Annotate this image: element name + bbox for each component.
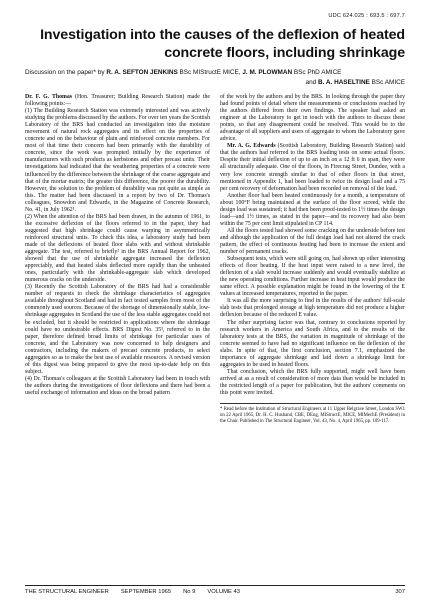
author-3: B. A. HASELTINE [317,79,370,86]
author-1-quals: BSc MIStructE MICE, [177,69,243,76]
paragraph-subsequent-tests: Subsequent tests, which were still going on, had shown up other interesting effects of floor heating. If the heat input were raised to a new level, the deflexion of a slab would increase suddenly and would eventually stabilize at the new operating conditions. Further increase in heat input would produce the same effect. A possible explanation might be found in the lowering of the E values at increased temperatures, reported in the paper. [220,256,405,298]
paragraph-thomas-intro [25,94,210,108]
speaker-name: Dr. F. G. Thomas [25,94,73,100]
issue-number: No 9 [183,589,196,595]
byline [25,68,405,88]
journal-name: THE STRUCTURAL ENGINEER [25,589,109,595]
paragraph-other-factor: The other surprising factor was that, contrary to conclusions reported by research workers in America and South Africa, and to the results of the laboratory tests at the BRS, the variation in magnitude of shrinkage of the concrete seemed to have had no significant influence on the deflexion of the slabs. In spite of that, the first conclusion, section 7.1, emphasized the importance of aggregate shrinkage and laid down a shrinkage limit for aggregates to be used in heated floors. [220,319,405,368]
byline-and: and [305,79,318,86]
byline-prefix: Discussion on the paper* by [25,69,107,76]
left-column [25,94,210,425]
paragraph-conclusion: That conclusion, which the BRS fully supported, might well have been arrived at as a result of consideration of more data than would be included in the restricted length of a paper for publication, but the authors' comments on this point were invited. [220,368,405,396]
paragraph-point-1: (1) The Building Research Station was extremely interested and was actively studying the problems discussed by the authors. For over ten years the Scottish Laboratory of the BRS had conducted an investigation into the moisture movement of natural rock aggregates and its effect on the properties of concrete and on the behaviour of plain and reinforced concrete members. For most of that time their concern had been primarily with the durability of concrete, since the work was prompted initially by the experience of manufacturers with such products as kerbstones and other precast units. Their investigations had indicated that the weathering properties of a concrete were influenced by the difference between the shrinkage of the coarse aggregate and that of the mortar matrix; the greater this difference, the poorer the durability. However, the solution to the problem of durability was not quite as simple as this. The matter had been discussed in a report by two of Dr. Thomas's colleagues, Snowdon and Edwards, in the Magazine of Concrete Research, No. 41, in July 1962¹. [25,108,210,213]
volume: VOLUME 43 [207,589,240,595]
paragraph-cracking: All the floors tested had showed some cracking on the underside before test and although the application of the full design load had not altered the crack pattern, the effect of continuous heating had been to increase the extent and number of permanent cracks. [220,227,405,256]
author-2-quals: BSc PhD AMICE [292,69,342,76]
byline-line-2 [25,78,405,88]
paragraph-text: (Hon. Treasurer; Building Research Station) made the following points:— [25,94,210,108]
title-line-2: concrete floors, including shrinkage [164,45,405,61]
article-title [25,26,405,62]
right-column [220,94,405,425]
page-footer [25,585,405,595]
author-1: R. A. SEFTON JENKINS [106,69,178,76]
paragraph-heated-floor: Another floor had been heated continuously for a month, a temperature of about 100°F being maintained at the surface of the floor screed, while the design load was sustained; it had then been proof-tested to 1½ times the design load—and 1½ times, as stated in the paper—and its recovery had also been within the 75 per cent limit stipulated in CP 114. [220,192,405,227]
footnote: * Read before the Institution of Structural Engineers at 11 Upper Belgrave Street, London SW1 on 22 April 1965, Dr. H. C. Husband, CBE, DEng, MIStructE, MICE, MIMechE (President) in the Chair. Published in The Structural Engineer, Vol. 43, No. 4, April 1965, pp. 109-117. [220,403,405,425]
issue-date: SEPTEMBER 1965 [120,589,172,595]
udc-code: UDC 624.025 : 693.5 : 697.7 [328,13,405,19]
paragraph-surprising: It was all the more surprising to find in the results of the authors' full-scale slab tests that prolonged storage at high temperature did not produce a higher deflexion because of the reduced E value. [220,298,405,319]
paragraph-point-4: (4) Dr. Thomas's colleagues at the Scottish Laboratory had been in touch with the authors during the investigations of floor deflexions and there had been a useful exchange of information and ideas on the broad pattern [25,375,210,396]
paragraph-point-3: (3) Recently the Scottish Laboratory of the BRS had had a considerable number of requests to check the shrinkage characteristics of aggregates available throughout Scotland and had in fact tested samples from most of the commonly used sources. Because of the shortage of dimensionally stable, low-shrinkage aggregates in Scotland the use of the less stable aggregates could not be excluded, but it should be restricted to applications where the shrinkage could have no undesirable effects. BRS Digest No. 35³, referred to in the paper, therefore defined broad limits of shrinkage for particular uses of concrete, and the Laboratory was now concerned to help designers and contractors, including the makers of precast concrete products, to select aggregates so as to make the best use of available resources. A revised version of this digest was being prepared to give the most up-to-date help on this subject. [25,284,210,375]
author-2: J. M. PLOWMAN [242,69,293,76]
page-number: 307 [395,589,405,595]
paragraph-continued: of the work by the authors and by the BRS. In looking through the paper they had found points of detail where the measurements or conclusions reached by the authors differed from their own findings. The speaker had asked an engineer at the Laboratory to get in touch with the authors to discuss these points, so that any disagreement could be resolved. This would be to the advantage of all suppliers and users of aggregate to whom the Laboratory gave advice. [220,94,405,143]
paragraph-text: (Scottish Laboratory, Building Research Station) said that the authors had referred to the BRS loading tests on some actual floors. Despite their initial deflexion of up to an inch on a 12 ft 6 in span, they were all structurally adequate. One of the floors, in Firecrag Street, Dundee, with a very low concrete strength similar to that of other floors in that street, mentioned in Appendix 1, had been loaded to twice its design load and a 75 per cent recovery of deformation had been recorded on removal of the load. [220,143,405,192]
footer-left [25,589,240,595]
speaker-name: Mr. A. G. Edwards [227,143,276,150]
byline-line-1 [25,68,405,78]
paragraph-edwards-intro [220,143,405,192]
author-3-quals: BSc AMICE [369,79,405,86]
body-columns [25,94,405,425]
title-line-1: Investigation into the causes of the deflexion of heated [40,27,405,43]
paragraph-point-2: (2) When the attention of the BRS had been drawn, in the autumn of 1961, to the excessive deflexion of the floors referred to in the paper, they had suggested that high shrinkage could cause warping in asymmetrically reinforced structural units. To check this idea, a laboratory study had been made of the deflexions of heated floor slabs with and without shrinkable aggregate. The test, referred to briefly² in the BRS Annual Report for 1962, showed that the use of shrinkable aggregate increased the deflexion appreciably, and that heated slabs deflected more rapidly than the unheated ones, particularly with the shrinkable-aggregate slab which developed numerous cracks on the underside. [25,213,210,284]
